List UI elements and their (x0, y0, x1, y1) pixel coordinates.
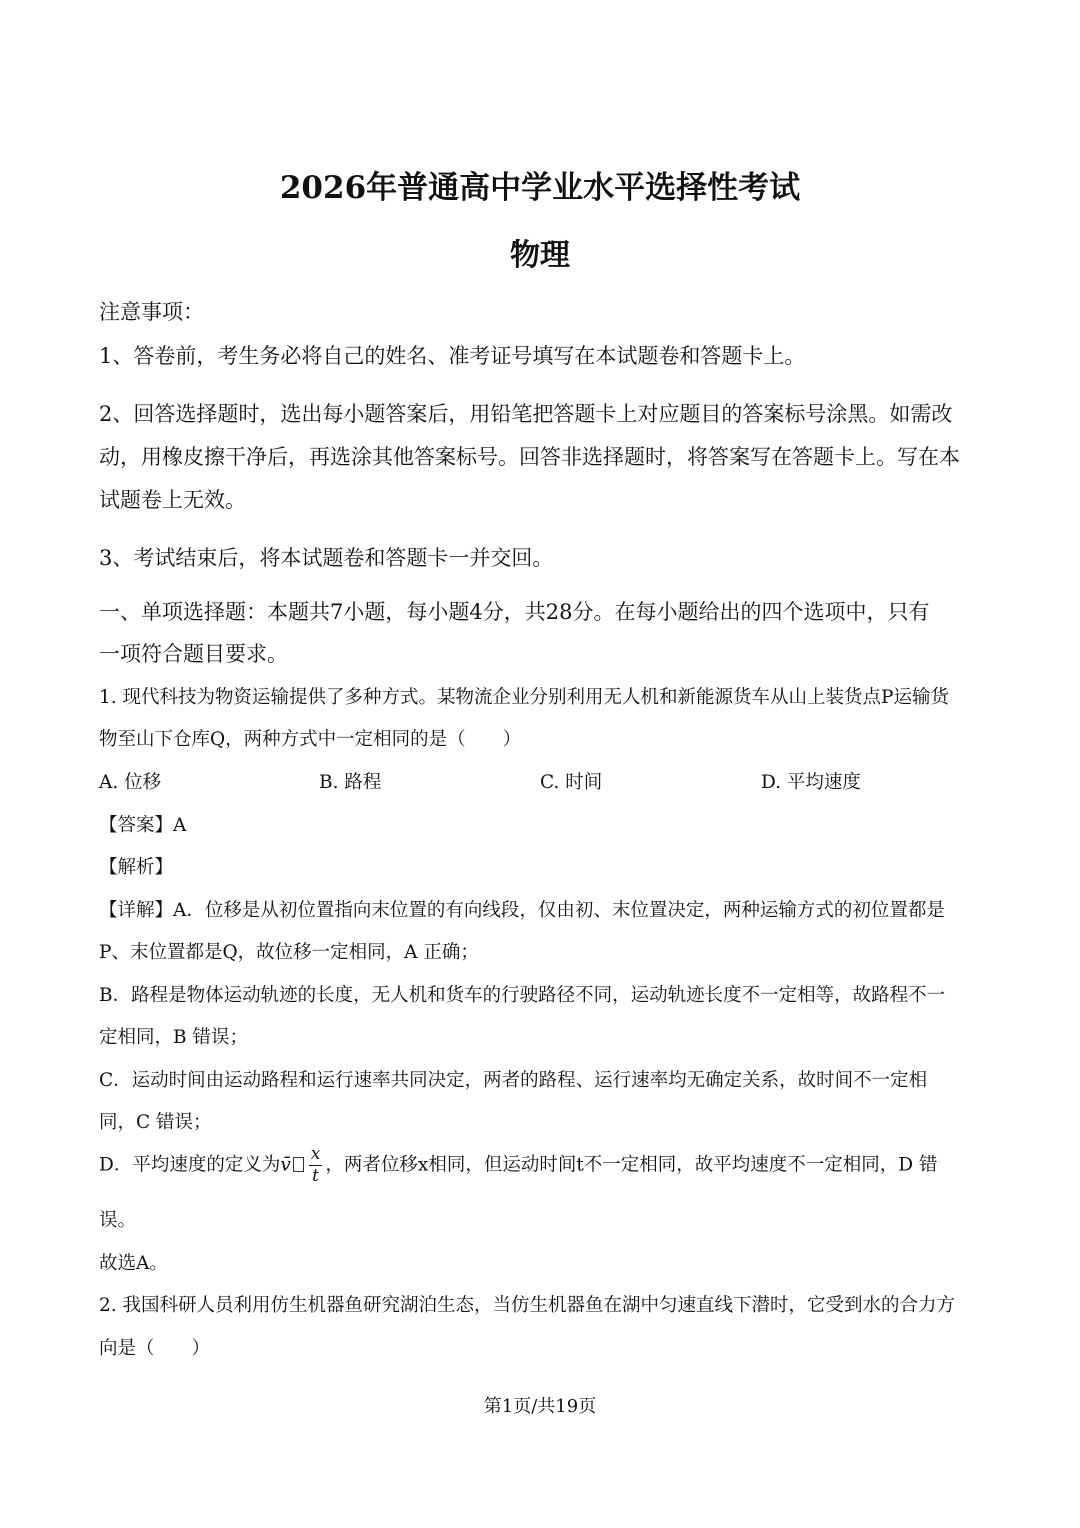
q1-option-c-explanation-line-2: 同，C 错误； (99, 1112, 212, 1133)
q1-analysis-heading: 【解析】 (99, 857, 174, 878)
q1-stem-line-1: 1. 现代科技为物资运输提供了多种方式。某物流企业分别利用无人机和新能源货车从山上装货点P运输货 (99, 687, 949, 708)
fraction-numerator: x (310, 1144, 321, 1164)
average-velocity-symbol: v̄ (280, 1154, 291, 1176)
section-1-heading-line-2: 一项符合题目要求。 (99, 642, 288, 666)
q2-stem-line-1: 2. 我国科研人员利用仿生机器鱼研究湖泊生态，当仿生机器鱼在湖中匀速直线下潜时，它受到水的合力方 (99, 1295, 956, 1316)
notice-item-1: 1、答卷前，考生务必将自己的姓名、准考证号填写在本试题卷和答题卡上。 (99, 344, 806, 368)
exam-subject: 物理 (510, 238, 570, 273)
exam-title: 2026年普通高中学业水平选择性考试 (279, 170, 801, 206)
q1-conclusion: 故选A。 (99, 1253, 168, 1274)
q1-option-b: B. 路程 (319, 772, 382, 793)
notice-item-2-line-3: 试题卷上无效。 (99, 488, 246, 512)
q1-answer: 【答案】A (99, 815, 187, 836)
q1-option-b-explanation-line-2: 定相同，B 错误； (99, 1027, 248, 1048)
q2-stem-line-2: 向是（ ） (99, 1338, 211, 1359)
q1-detail-line-2: P、末位置都是Q，故位移一定相同，A 正确； (99, 942, 479, 963)
page-footer: 第1页/共19页 (483, 1396, 597, 1417)
q1-option-d-explanation-line-2: 误。 (99, 1210, 137, 1231)
notice-item-2-line-1: 2、回答选择题时，选出每小题答案后，用铅笔把答题卡上对应题目的答案标号涂黑。如需改 (99, 402, 953, 426)
notice-heading: 注意事项： (99, 300, 204, 324)
fraction-denominator: t (312, 1166, 320, 1186)
q1-d-prefix: D．平均速度的定义为 (99, 1154, 281, 1176)
velocity-fraction (309, 1146, 323, 1185)
q1-option-c: C. 时间 (540, 772, 603, 793)
notice-item-2-line-2: 动，用橡皮擦干净后，再选涂其他答案标号。回答非选择题时，将答案写在答题卡上。写在本 (99, 445, 960, 469)
q1-detail-line-1: 【详解】A．位移是从初位置指向末位置的有向线段，仅由初、末位置决定，两种运输方式的初位置都是 (99, 900, 945, 921)
q1-stem-line-2: 物至山下仓库Q，两种方式中一定相同的是（ ） (99, 729, 522, 750)
section-1-heading-line-1: 一、单项选择题：本题共7小题，每小题4分，共28分。在每小题给出的四个选项中，只有 (99, 600, 930, 624)
q1-d-suffix: ，两者位移x相同，但运动时间t不一定相同，故平均速度不一定相同，D 错 (325, 1154, 938, 1176)
q1-option-a: A. 位移 (99, 772, 162, 793)
q1-option-b-explanation-line-1: B．路程是物体运动轨迹的长度，无人机和货车的行驶路径不同，运动轨迹长度不一定相等，故路程不一 (99, 985, 946, 1006)
q1-option-d-explanation-line-1 (99, 1146, 987, 1185)
q1-option-c-explanation-line-1: C．运动时间由运动路程和运行速率共同决定，两者的路程、运行速率均无确定关系，故时间不一定相 (99, 1070, 928, 1091)
missing-glyph-box (293, 1157, 304, 1172)
q1-option-d: D. 平均速度 (761, 772, 861, 793)
notice-item-3: 3、考试结束后，将本试题卷和答题卡一并交回。 (99, 546, 554, 570)
